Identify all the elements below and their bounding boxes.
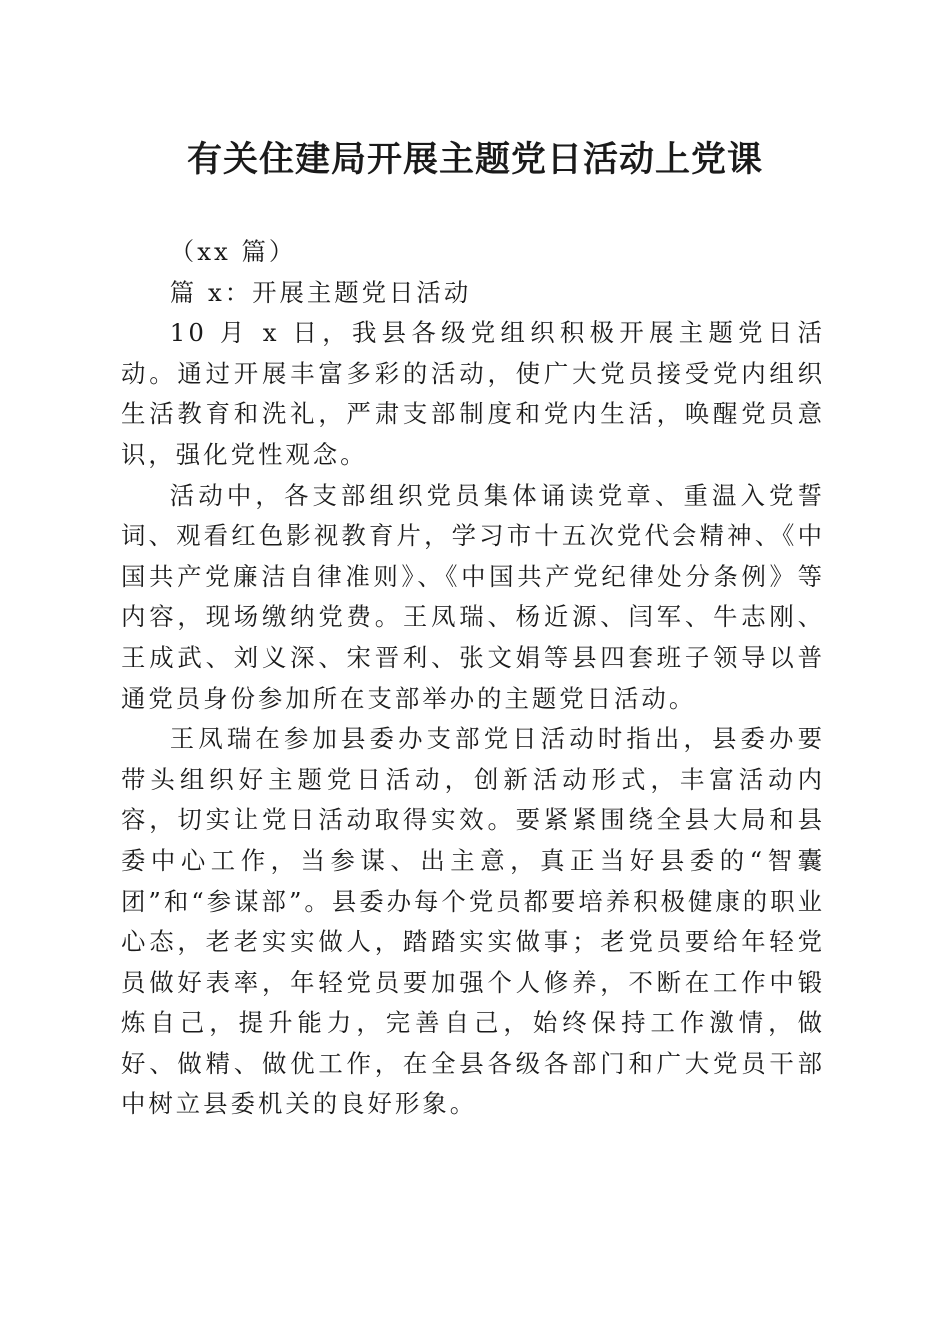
paragraph: 活动中，各支部组织党员集体诵读党章、重温入党誓词、观看红色影视教育片，学习市十五次党代会精神、《中国共产党廉洁自律准则》、《中国共产党纪律处分条例》等内容，现场缴纳党费。王凤瑞、杨近源、闫军、牛志刚、王成武、刘义深、宋晋利、张文娟等县四套班子领导以普通党员身份参加所在支部举办的主题党日活动。 — [121, 480, 825, 713]
section-heading: 篇 x：开展主题党日活动 — [169, 277, 472, 307]
document-body — [121, 232, 825, 1125]
paragraph: 10 月 x 日，我县各级党组织积极开展主题党日活动。通过开展丰富多彩的活动，使广大党员接受党内组织生活教育和洗礼，严肃支部制度和党内生活，唤醒党员意识，强化党性观念。 — [121, 318, 825, 469]
count-note: （xx 篇） — [169, 237, 297, 266]
paragraph: 王凤瑞在参加县委办支部党日活动时指出，县委办要带头组织好主题党日活动，创新活动形式，丰富活动内容，切实让党日活动取得实效。要紧紧围绕全县大局和县委中心工作，当参谋、出主意，真正当好县委的“智囊团”和“参谋部”。县委办每个党员都要培养积极健康的职业心态，老老实实做人，踏踏实实做事；老党员要给年轻党员做好表率，年轻党员要加强个人修养，不断在工作中锻炼自己，提升能力，完善自己，始终保持工作激情，做好、做精、做优工作，在全县各级各部门和广大党员干部中树立县委机关的良好形象。 — [121, 724, 825, 1119]
document-title: 有关住建局开展主题党日活动上党课 — [186, 139, 763, 180]
